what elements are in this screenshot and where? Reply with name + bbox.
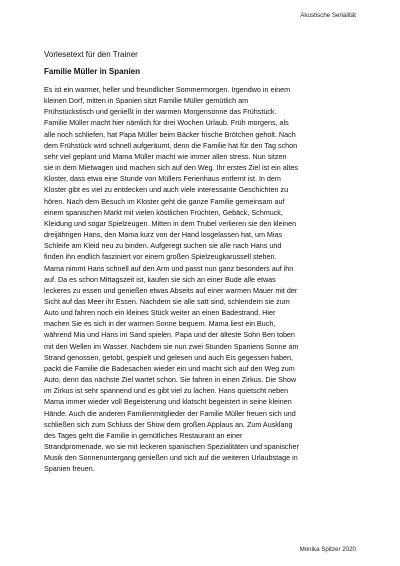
document-subtitle: Vorlesetext für den Trainer — [44, 50, 138, 59]
body-line: des Tages geht die Familie in gemütliches Restaurant an einer — [44, 430, 243, 440]
body-line: Kloster, dass etwa eine Stunde von Müllers Ferienhaus entfernt ist. In dem — [44, 174, 281, 184]
body-line: Auto und fahren noch ein kleines Stück weiter an einen Badestrand. Hier — [44, 308, 276, 318]
body-line: im Zirkus ist sehr spannend und es gibt viel zu lachen. Hans quietscht neben — [44, 386, 289, 396]
body-line: Frühstückstisch und genießt in der warmen Morgensonne das Frühstück. — [44, 107, 277, 117]
page-header: Akustische Serialität — [300, 12, 356, 19]
body-paragraph — [44, 84, 356, 474]
body-line: dreijährigen Hans, den Mama kurz von der Hand losgelassen hat, um Mias — [44, 230, 283, 240]
body-line: alle noch schliefen, hat Papa Müller beim Bäcker frische Brötchen geholt. Nach — [44, 129, 296, 139]
body-line: Spanien freuen. — [44, 464, 95, 474]
body-line: dem Frühstück wird schnell aufgeräumt, denn die Familie hat für den Tag schon — [44, 140, 298, 150]
body-line: leckeres zu essen und genießen etwas Abseits auf einer warmen Mauer mit der — [44, 285, 298, 295]
body-line: kleinen Dorf, mitten in Spanien sitzt Familie Müller gemütlich am — [44, 96, 249, 106]
body-line: mit den Wellen im Wasser. Nachdem sie nun zwei Stunden Spaniens Sonne am — [44, 341, 299, 351]
body-line: Sicht auf das Meer ihr Essen. Nachdem sie alle satt sind, schlendern sie zum — [44, 296, 290, 306]
body-line: sehr viel geplant und Mama Müller macht wie immer allen stress. Nun sitzen — [44, 151, 287, 161]
body-line: hören. Nach dem Besuch im Kloster geht die ganze Familie gemeinsam auf — [44, 196, 285, 206]
body-line: Mama immer wieder voll Begeisterung und klatscht begeistert in seine kleinen — [44, 397, 292, 407]
body-line: packt die Familie die Badesachen wieder ein und macht sich auf den Weg zum — [44, 363, 295, 373]
body-line: sie in dem Mietwagen und machen sich auf den Weg. Ihr erstes Ziel ist ein altes — [44, 163, 298, 173]
body-line: Auto, denn das nächste Ziel wartet schon. Sie fahren in einen Zirkus. Die Show — [44, 375, 297, 385]
body-line: einem spanischen Markt mit vielen köstlichen Früchten, Gebäck, Schmuck, — [44, 207, 283, 217]
body-line: während Mia und Hans im Sand spielen. Papa und der älteste Sohn Ben toben — [44, 330, 295, 340]
body-line: Familie Müller macht hier nämlich für drei Wochen Urlaub. Früh morgens, als — [44, 118, 289, 128]
body-line: Strand genossen, getobt, gespielt und gelesen und auch Eis gegessen haben, — [44, 352, 293, 362]
body-line: auf. Da es schon Mittagszeit ist, kaufen sie sich an einer Bude alle etwas — [44, 274, 276, 284]
body-line: Schleife am Kleid neu zu binden. Aufgeregt suchen sie alle nach Hans und — [44, 241, 282, 251]
document-title: Familie Müller in Spanien — [44, 67, 141, 76]
page-footer: Monika Spitzer 2020 — [299, 546, 356, 553]
body-line: Musik den Sonnenuntergang genießen und sich auf die weiteren Urlaubstage in — [44, 453, 298, 463]
body-line: Es ist ein warmer, heller und freundlicher Sommermorgen. Irgendwo in einem — [44, 85, 291, 94]
body-line: Strandpromenade, wo sie mit leckeren spanischen Spezialitäten und spanischer — [44, 442, 299, 451]
body-line: Kloster gibt es viel zu entdecken und auch viele interessante Geschichten zu — [44, 185, 289, 195]
body-line: finden ihn endlich fasziniert vor einem großen Spielzeugkarussell stehen. — [44, 252, 277, 262]
body-line: Hände. Auch die anderen Familienmitglieder der Familie Müller freuen sich und — [44, 408, 296, 418]
body-line: Mama nimmt Hans schnell auf den Arm und passt nun ganz besonders auf ihn — [44, 263, 294, 273]
body-line: schließen sich zum Schluss der Show dem großen Applaus an. Zum Ausklang — [44, 419, 293, 429]
body-line: machen Sie es sich in der warmen Sonne bequem. Mama liest ein Buch, — [44, 319, 276, 329]
body-line: Kleidung und sogar Spielzeugen. Mitten in dem Trubel verlieren sie den kleinen — [44, 218, 297, 228]
